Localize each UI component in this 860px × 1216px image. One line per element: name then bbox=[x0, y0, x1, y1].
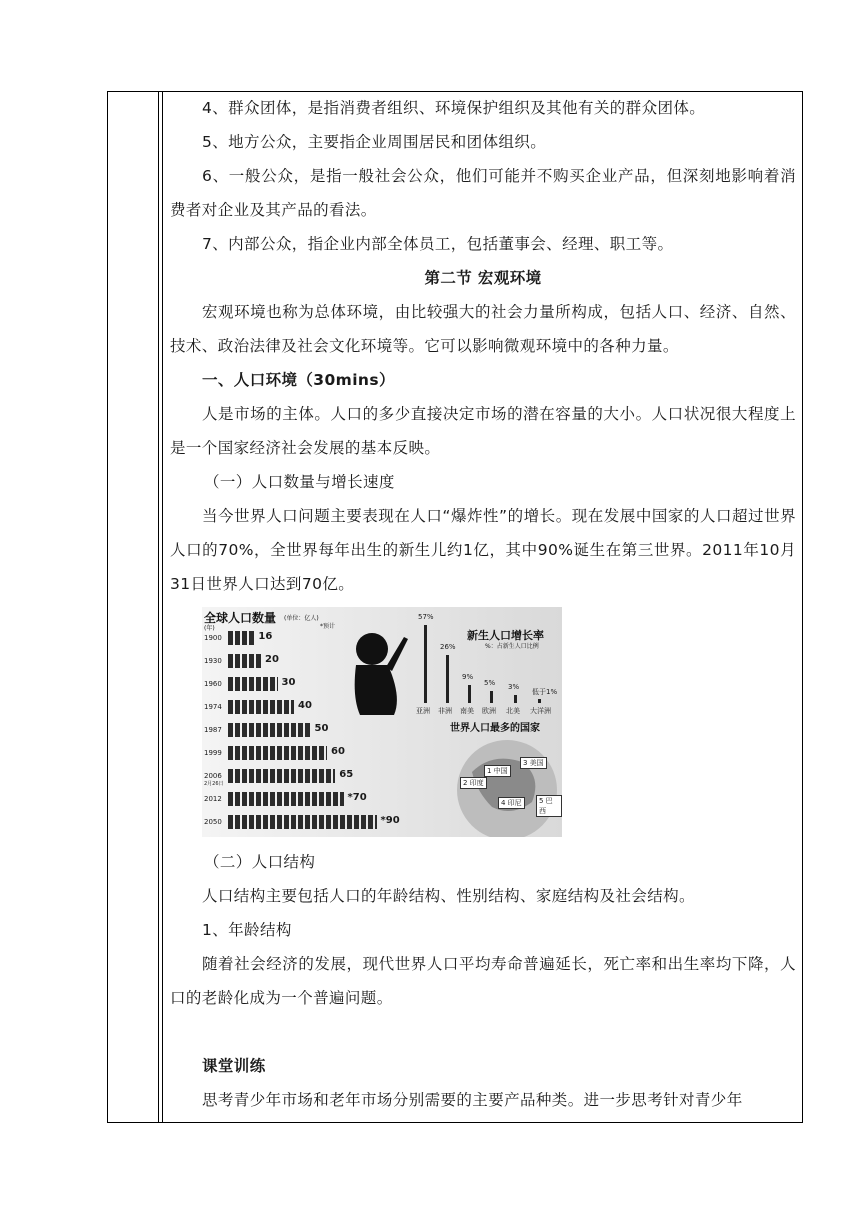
population-value: 40 bbox=[298, 700, 312, 711]
growth-bar bbox=[538, 699, 541, 703]
heading: 一、人口环境（30mins） bbox=[202, 371, 395, 389]
population-bar bbox=[228, 746, 327, 760]
year-label: 2006 bbox=[204, 772, 222, 780]
country-label: 1 中国 bbox=[484, 765, 511, 777]
population-bar bbox=[228, 631, 254, 645]
growth-title: 新生人口增长率 bbox=[467, 629, 544, 642]
heading: 课堂训练 bbox=[202, 1057, 266, 1075]
growth-percent: 26% bbox=[440, 643, 456, 651]
paragraph: 当今世界人口问题主要表现在人口“爆炸性”的增长。现在发展中国家的人口超过世界人口的70%，全世界每年出生的新生儿约1亿，其中90%诞生在第三世界。2011年10月31日世界人口达到70亿。 bbox=[170, 507, 796, 593]
paragraph: 人口结构主要包括人口的年龄结构、性别结构、家庭结构及社会结构。 bbox=[202, 887, 695, 905]
population-value: *70 bbox=[347, 792, 367, 803]
paragraph: 4、群众团体，是指消费者组织、环境保护组织及其他有关的群众团体。 bbox=[202, 99, 706, 117]
year-label: 1999 bbox=[204, 749, 222, 757]
year-label: 2012 bbox=[204, 795, 222, 803]
population-bar bbox=[228, 815, 377, 829]
paragraph: 宏观环境也称为总体环境，由比较强大的社会力量所构成，包括人口、经济、自然、技术、政治法律及社会文化环境等。它可以影响微观环境中的各种力量。 bbox=[170, 303, 796, 355]
paragraph: 5、地方公众，主要指企业周围居民和团体组织。 bbox=[202, 133, 547, 151]
growth-bar bbox=[424, 625, 427, 703]
population-value: 20 bbox=[265, 654, 279, 665]
figure-note: *预计 bbox=[320, 623, 336, 630]
growth-bar bbox=[514, 695, 517, 703]
population-bar bbox=[228, 723, 311, 737]
country-label: 3 美国 bbox=[520, 757, 547, 769]
growth-bar bbox=[468, 685, 471, 703]
growth-bar bbox=[446, 655, 449, 703]
country-label: 2 印度 bbox=[460, 777, 487, 789]
population-infographic bbox=[202, 607, 562, 837]
paragraph: 随着社会经济的发展，现代世界人口平均寿命普遍延长，死亡率和出生率均下降，人口的老龄化成为一个普遍问题。 bbox=[170, 955, 796, 1007]
growth-region: 亚洲 bbox=[416, 707, 430, 715]
year-label: 2050 bbox=[204, 818, 222, 826]
year-label: 1900 bbox=[204, 634, 222, 642]
growth-subtitle: %：占新生人口比例 bbox=[485, 643, 539, 650]
subheading: （二）人口结构 bbox=[204, 853, 316, 871]
population-value: 16 bbox=[258, 631, 273, 642]
column-divider bbox=[158, 92, 159, 1122]
year-label: 1960 bbox=[204, 680, 222, 688]
growth-percent: 5% bbox=[484, 679, 496, 687]
country-label: 5 巴西 bbox=[536, 795, 562, 817]
population-value: 65 bbox=[339, 769, 354, 780]
population-bar bbox=[228, 654, 261, 668]
paragraph: 思考青少年市场和老年市场分别需要的主要产品种类。进一步思考针对青少年 bbox=[202, 1091, 743, 1109]
population-value: 30 bbox=[281, 677, 296, 688]
population-value: *90 bbox=[380, 815, 400, 826]
figure-unit: (单位：亿人) bbox=[284, 615, 319, 622]
growth-percent: 低于1% bbox=[532, 688, 558, 696]
population-bar bbox=[228, 700, 294, 714]
subheading: （一）人口数量与增长速度 bbox=[204, 473, 395, 491]
column-divider bbox=[162, 92, 163, 1122]
population-bar bbox=[228, 677, 278, 691]
population-bar bbox=[228, 792, 344, 806]
year-label: 1974 bbox=[204, 703, 222, 711]
child-silhouette bbox=[342, 627, 412, 722]
growth-region: 大洋洲 bbox=[530, 707, 551, 715]
top-countries-title: 世界人口最多的国家 bbox=[450, 723, 540, 734]
document-body bbox=[170, 91, 796, 1117]
growth-region: 南美 bbox=[460, 707, 474, 715]
paragraph: 1、年龄结构 bbox=[202, 921, 292, 939]
population-value: 60 bbox=[331, 746, 345, 757]
figure-title: 全球人口数量 bbox=[204, 611, 277, 625]
year-label: (年) bbox=[204, 625, 215, 632]
year-label: 1930 bbox=[204, 657, 222, 665]
growth-percent: 3% bbox=[508, 683, 520, 691]
paragraph: 6、一般公众，是指一般社会公众，他们可能并不购买企业产品，但深刻地影响着消费者对企业及其产品的看法。 bbox=[170, 167, 796, 219]
growth-percent: 9% bbox=[462, 673, 474, 681]
growth-percent: 57% bbox=[418, 613, 434, 621]
growth-region: 北美 bbox=[506, 707, 520, 715]
paragraph: 7、内部公众，指企业内部全体员工，包括董事会、经理、职工等。 bbox=[202, 235, 674, 253]
growth-region: 欧洲 bbox=[482, 707, 496, 715]
country-label: 4 印尼 bbox=[498, 797, 525, 809]
date-label: 2月26日 bbox=[204, 781, 224, 787]
population-value: 50 bbox=[314, 723, 329, 734]
growth-bar bbox=[490, 691, 493, 703]
year-label: 1987 bbox=[204, 726, 222, 734]
population-bar bbox=[228, 769, 335, 783]
paragraph: 人是市场的主体。人口的多少直接决定市场的潜在容量的大小。人口状况很大程度上是一个国家经济社会发展的基本反映。 bbox=[170, 405, 796, 457]
growth-region: 非洲 bbox=[438, 707, 452, 715]
section-title: 第二节 宏观环境 bbox=[424, 269, 542, 287]
